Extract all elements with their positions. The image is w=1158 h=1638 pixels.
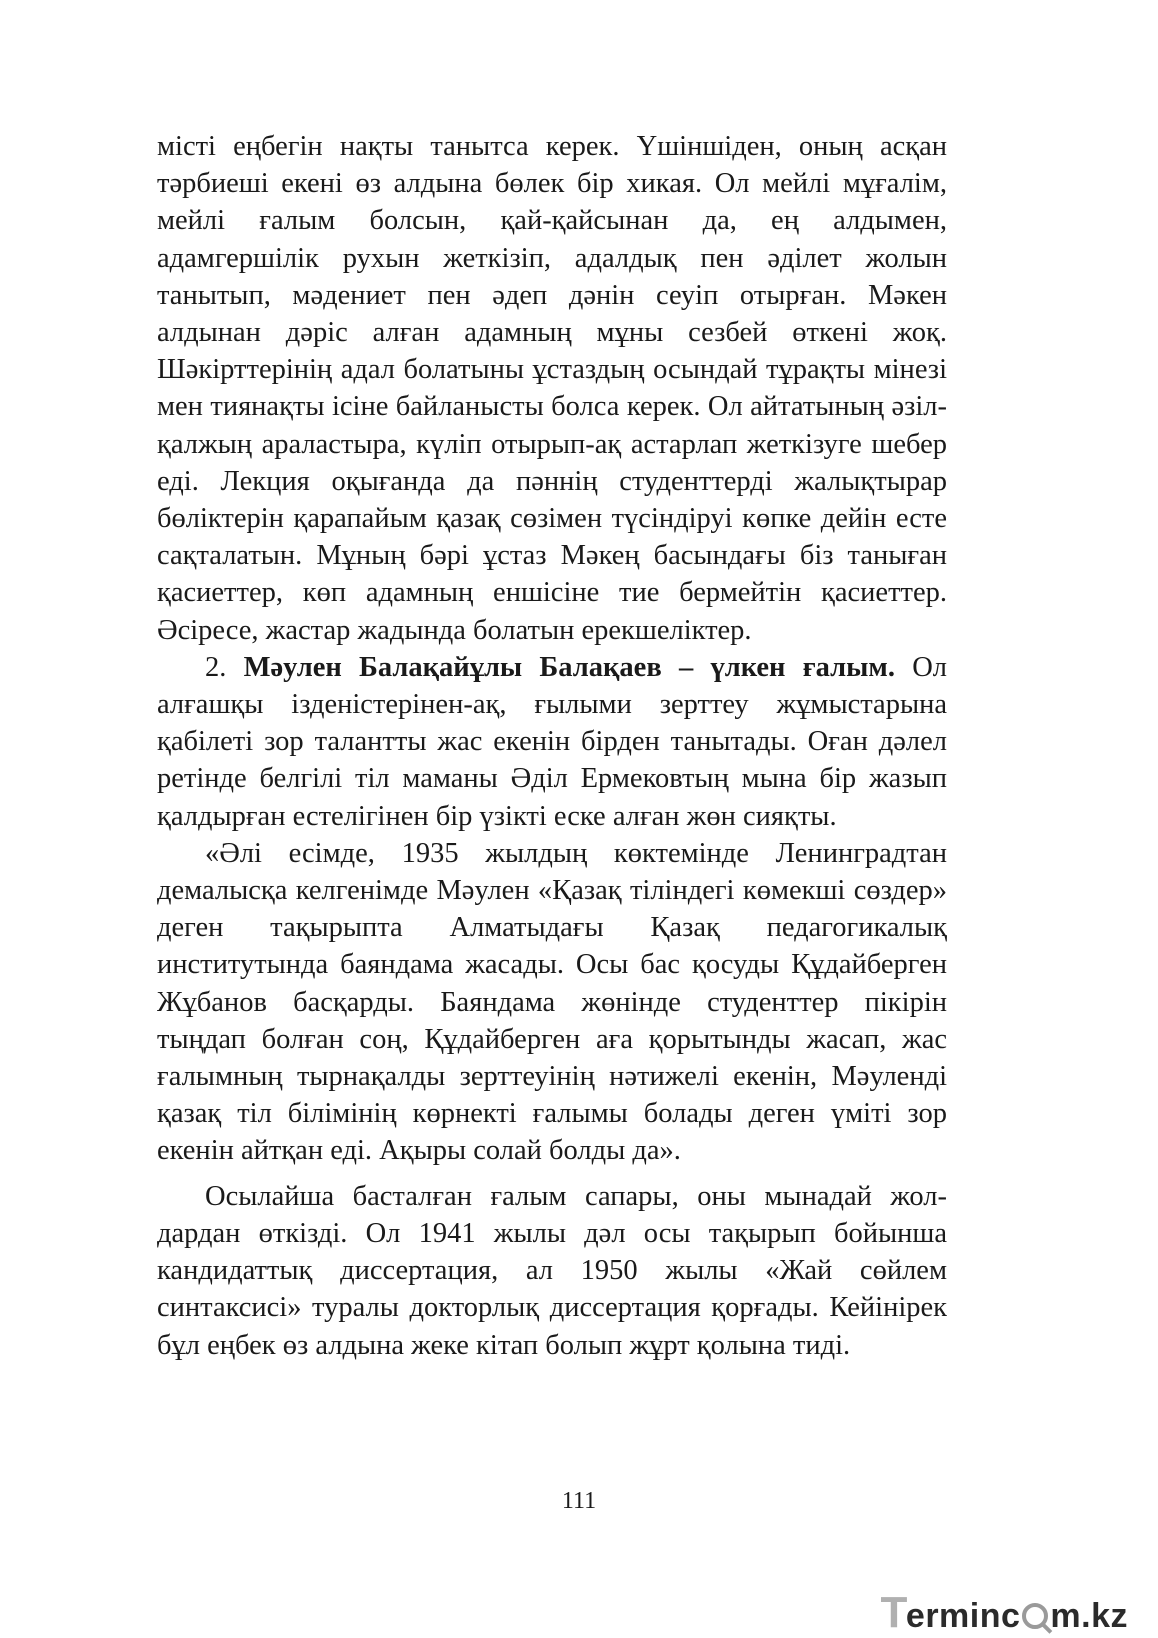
paragraph-2-text: Ол алғашқы ізденістерінен-ақ, ғылыми зерттеу жұмыстарына қабілеті зор талантты жас екенін бірден танытады. Оған дәлел ретінде белгілі тіл маманы Әділ Ермековтың мына бір жазып қалдырған естелігінен бір үзікті еске алған жөн сияқты. [157, 651, 948, 832]
page-number: 111 [561, 1488, 597, 1514]
terminkom-watermark-logo [881, 1588, 1128, 1638]
paragraph-3-quote: «Әлі есімде, 1935 жылдың көктемінде Ленинградтан демалысқа келгенімде Мәулен «Қазақ тіліндегі көмекші сөздер» деген тақырыпта Алматыдағы Қазақ педагогикалық институтында баяндама жасады. Осы бас қосуды Құдайберген Жұбанов басқарды. Баяндама жөнінде студенттер пікірін тыңдап болған соң, Құдайберген аға қорытынды жасап, жас ғалымның тырнақалды зерттеуінің нәтижелі екенін, Мәуленді қазақ тіл білімінің көрнекті ғалымы болады деген үміті зор екенін айтқан еді. Ақыры солай болды да». [157, 837, 947, 1167]
section-number: 2. [205, 651, 227, 683]
section-heading: Мәулен Балақайұлы Балақаев – үлкен ғалым. [243, 651, 895, 683]
watermark-text-part-one: erminc [905, 1597, 1021, 1635]
paragraph-1: місті еңбегін нақты танытса керек. Үшіншіден, оның асқан тәрбиеші екені өз алдына бөлек бір хикая. Ол мейлі мұғалім, мейлі ғалым болсын, қай-қайсынан да, ең алдымен, адамгершілік рухын жеткізіп, адалдық пен әділет жолын танытып, мәдениет пен әдеп дәнін сеуіп отырған. Мәкен алдынан дәріс алған адамның мұны сезбей өткені жоқ. Шәкірттерінің адал болатыны ұстаздың осындай тұрақты мінезі мен тиянақты ісіне байланысты болса керек. Ол айтатының әзіл-қалжың араластыра, күліп отырып-ақ астарлап жеткізуге шебер еді. Лекция оқығанда да пәннің студенттерді жалықтырар бөліктерін қарапайым қазақ сөзімен түсіндіруі көпке дейін есте сақталатын. Мұның бәрі ұстаз Мәкең басындағы біз таныған қасиеттер, көп адамның еншісіне тие бермейтін қасиеттер. Әсіресе, жастар жадында болатын ерекшеліктер. [157, 131, 947, 646]
page-body [157, 128, 947, 1364]
paragraph-4: Осылайша басталған ғалым сапары, оны мынадай жолдардан өткізді. Ол 1941 жылы дәл осы тақырып бойынша кандидаттық диссертация, ал 1950 жылы «Жай сөйлем синтаксисі» туралы докторлық диссертация қорғады. Кейінірек бұл еңбек өз алдына жеке кітап болып жұрт қолына тиді. [157, 1180, 947, 1361]
paragraph-2 [157, 649, 947, 835]
watermark-first-letter: T [880, 1588, 908, 1637]
magnifier-icon [1022, 1603, 1048, 1629]
watermark-text-part-two: m.kz [1050, 1597, 1128, 1635]
